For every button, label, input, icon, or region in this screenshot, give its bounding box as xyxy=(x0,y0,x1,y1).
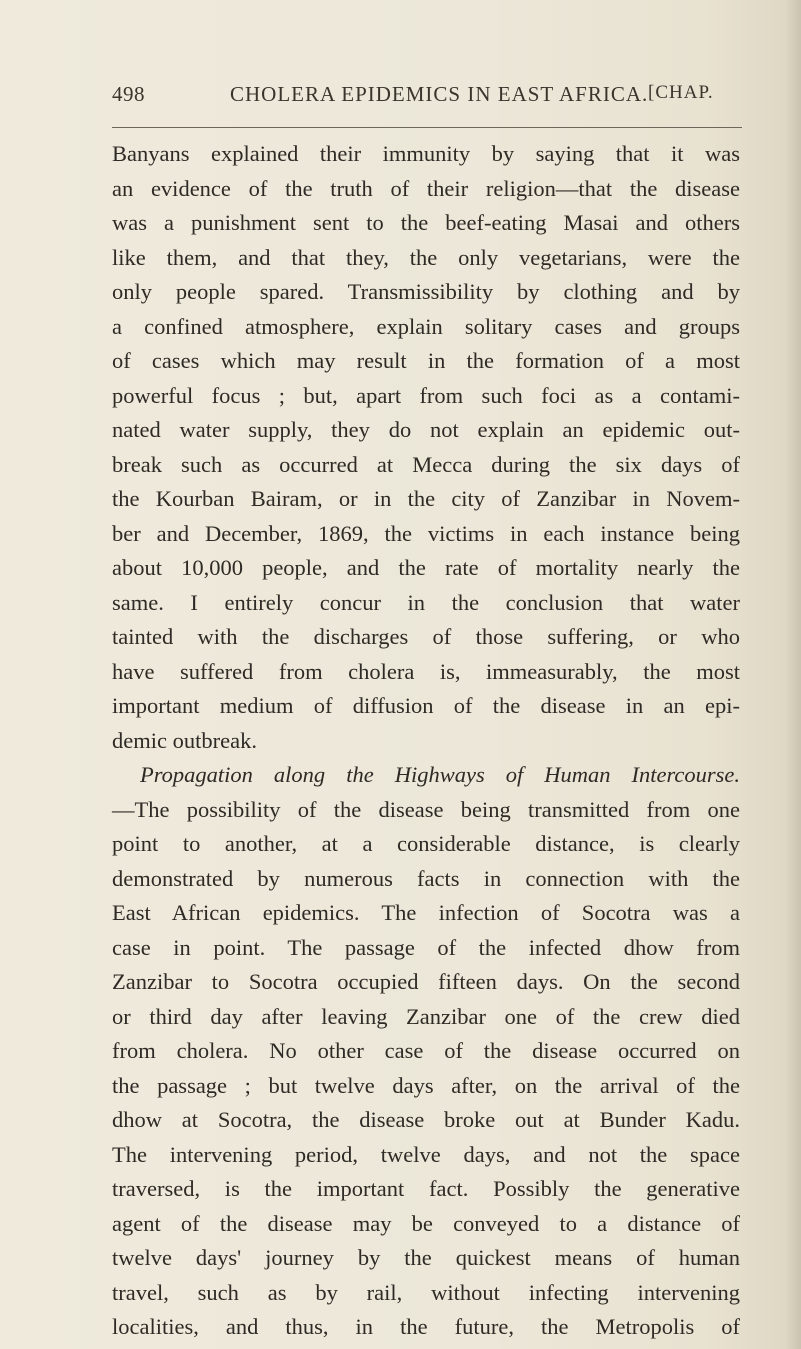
text-line: only people spared. Transmissibility by clothing and by xyxy=(112,279,740,304)
text-line: ber and December, 1869, the victims in each instance being xyxy=(112,520,740,546)
text-line: The intervening period, twelve days, and not the space xyxy=(112,1141,740,1167)
text-line: the passage ; but twelve days after, on the arrival of the xyxy=(112,1072,740,1098)
text-line: a confined atmosphere, explain solitary cases and groups xyxy=(112,313,740,339)
text-line: about 10,000 people, and the rate of mortality nearly the xyxy=(112,555,740,580)
text-line: —The possibility of the disease being transmitted from one xyxy=(112,796,740,822)
text-line: demic outbreak. xyxy=(112,727,257,753)
text-line: from cholera. No other case of the disease occurred on xyxy=(112,1038,740,1063)
chapter-label: [CHAP. xyxy=(648,82,714,103)
text-line: case in point. The passage of the infected dhow from xyxy=(112,934,740,960)
text-line: of cases which may result in the formation of a most xyxy=(112,348,740,373)
text-line: twelve days' journey by the quickest means of human xyxy=(112,1245,740,1270)
page-number: 498 xyxy=(112,82,145,106)
running-title: CHOLERA EPIDEMICS IN EAST AFRICA. xyxy=(230,82,649,106)
text-line: localities, and thus, in the future, the Metropolis of xyxy=(112,1314,740,1339)
page-edge-shadow xyxy=(785,0,801,1349)
text-line: travel, such as by rail, without infecting intervening xyxy=(112,1279,740,1305)
text-line: the Kourban Bairam, or in the city of Zanzibar in Novem- xyxy=(112,486,740,511)
text-line: important medium of diffusion of the disease in an epi- xyxy=(112,693,740,718)
text-line: nated water supply, they do not explain an epidemic out- xyxy=(112,417,740,442)
text-line: have suffered from cholera is, immeasurably, the most xyxy=(112,658,740,684)
text-line: like them, and that they, the only vegetarians, were the xyxy=(112,244,740,270)
text-line: demonstrated by numerous facts in connection with the xyxy=(112,865,740,891)
body-text xyxy=(112,137,740,1345)
header-rule xyxy=(112,127,742,128)
text-line: dhow at Socotra, the disease broke out at Bunder Kadu. xyxy=(112,1107,740,1132)
section-heading: Propagation along the Highways of Human Intercourse. xyxy=(140,762,740,787)
text-line: break such as occurred at Mecca during the six days of xyxy=(112,451,740,477)
text-line: an evidence of the truth of their religion—that the disease xyxy=(112,175,740,201)
text-line: same. I entirely concur in the conclusion that water xyxy=(112,589,740,615)
text-line: East African epidemics. The infection of Socotra was a xyxy=(112,900,740,925)
text-line: powerful focus ; but, apart from such foci as a contami- xyxy=(112,382,740,408)
text-line: or third day after leaving Zanzibar one of the crew died xyxy=(112,1003,740,1029)
text-line: Zanzibar to Socotra occupied fifteen days. On the second xyxy=(112,969,740,994)
text-line: was a punishment sent to the beef-eating Masai and others xyxy=(112,210,740,235)
text-line: Banyans explained their immunity by saying that it was xyxy=(112,141,740,166)
text-line: tainted with the discharges of those suffering, or who xyxy=(112,624,740,649)
text-line: point to another, at a considerable distance, is clearly xyxy=(112,831,740,856)
running-head xyxy=(112,82,742,114)
text-line: traversed, is the important fact. Possibly the generative xyxy=(112,1176,740,1201)
text-line: agent of the disease may be conveyed to a distance of xyxy=(112,1210,740,1236)
